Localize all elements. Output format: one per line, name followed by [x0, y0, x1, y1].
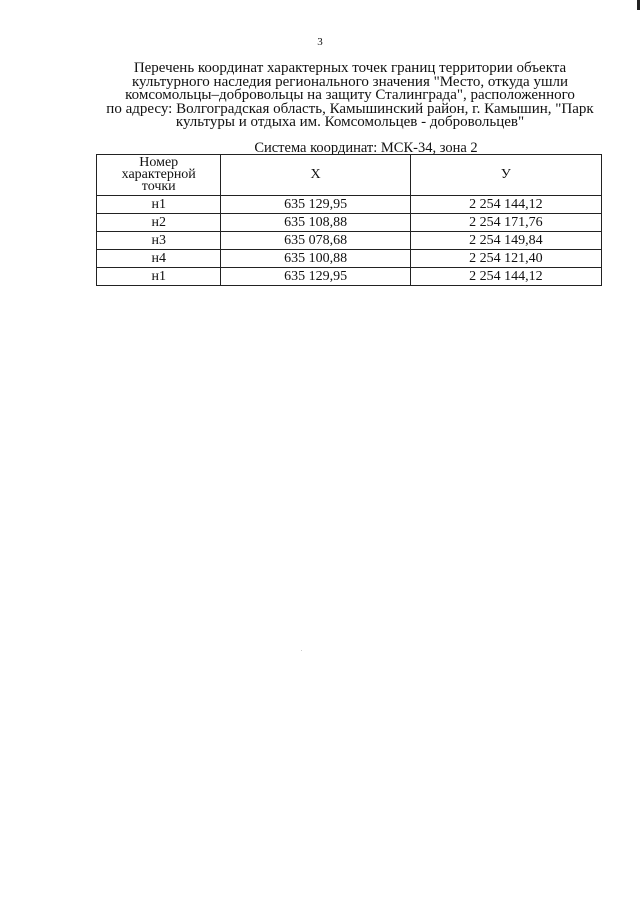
scan-speck: [301, 650, 302, 651]
table-row: [97, 196, 602, 214]
title-line: комсомольцы–добровольцы на защиту Сталинграда", расположенного: [125, 87, 575, 103]
cell-y: 2 254 121,40: [410, 250, 601, 268]
table-row: [97, 250, 602, 268]
table-row: [97, 268, 602, 286]
cell-point: н4: [97, 250, 221, 268]
cell-point: н1: [97, 268, 221, 286]
title-line: по адресу: Волгоградская область, Камышинский район, г. Камышин, "Парк: [106, 100, 594, 117]
cell-x: 635 129,95: [221, 268, 410, 286]
cell-point: н1: [97, 196, 221, 214]
cell-point: н2: [97, 214, 221, 232]
title-line: культурного наследия регионального значения "Место, откуда ушли: [131, 73, 569, 90]
title-line: культуры и отдыха им. Комсомольцев - добровольцев": [175, 114, 525, 130]
cell-y: 2 254 144,12: [410, 268, 601, 286]
cell-x: 635 129,95: [221, 196, 410, 214]
header-point-number: [97, 155, 221, 196]
table-row: [97, 232, 602, 250]
cell-y: 2 254 149,84: [410, 232, 601, 250]
header-x: X: [221, 155, 410, 196]
cell-point: н3: [97, 232, 221, 250]
header-point-line: характерной: [121, 167, 196, 182]
table-header-row: [97, 155, 602, 196]
header-point-line: точки: [141, 179, 176, 194]
coordinate-system-label: Система координат: МСК-34, зона 2: [254, 140, 478, 156]
title-line: Перечень координат характерных точек границ территории объекта: [133, 60, 567, 76]
table-row: [97, 214, 602, 232]
cell-x: 635 108,88: [221, 214, 410, 232]
document-title: [90, 62, 610, 130]
cell-y: 2 254 144,12: [410, 196, 601, 214]
page-number: 3: [317, 36, 323, 48]
cell-x: 635 100,88: [221, 250, 410, 268]
cell-x: 635 078,68: [221, 232, 410, 250]
header-y: У: [410, 155, 601, 196]
coordinates-table: [96, 154, 602, 286]
header-point-line: Номер: [139, 155, 179, 170]
cell-y: 2 254 171,76: [410, 214, 601, 232]
